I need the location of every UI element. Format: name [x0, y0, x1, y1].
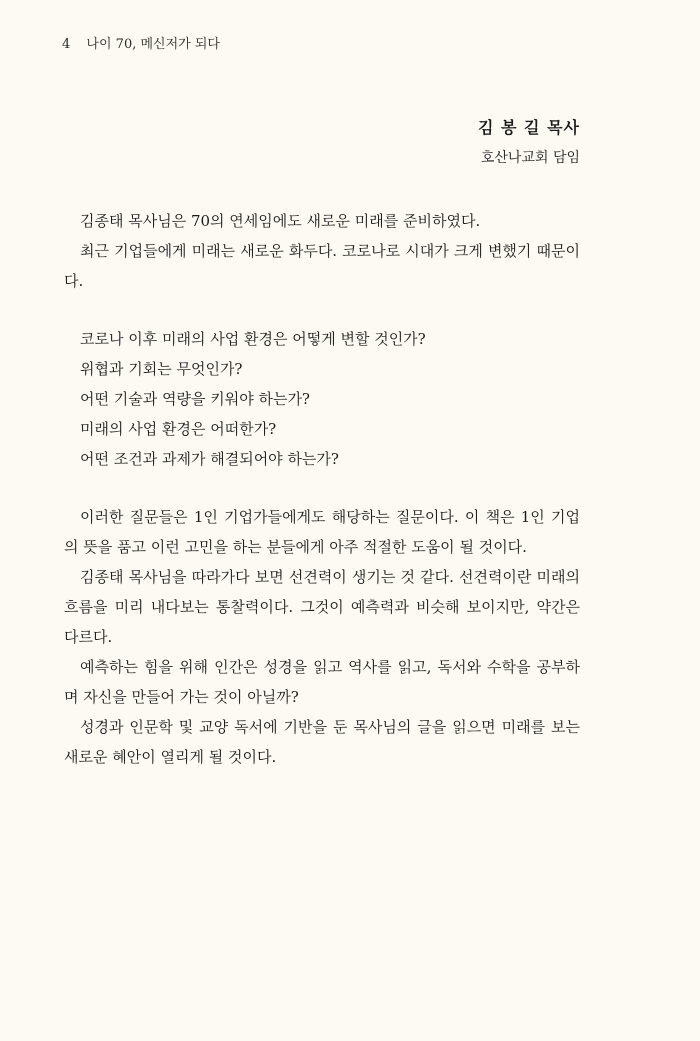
question-item: 코로나 이후 미래의 사업 환경은 어떻게 변할 것인가?: [80, 330, 426, 348]
book-title: 나이 70, 메신저가 되다: [86, 37, 220, 52]
paragraph: 김종태 목사님을 따라가다 보면 선견력이 생기는 것 같다. 선견력이란 미래의 흐름을 미리 내다보는 통찰력이다. 그것이 예측력과 비슷해 보이지만, 약간은 다르다.: [64, 568, 580, 646]
running-header: [62, 36, 220, 54]
question-item: 위협과 기회는 무엇인가?: [80, 360, 243, 378]
question-item: 미래의 사업 환경은 어떠한가?: [80, 420, 277, 438]
question-item: 어떤 조건과 과제가 해결되어야 하는가?: [80, 450, 339, 468]
question-item: 어떤 기술과 역량을 키워야 하는가?: [80, 390, 310, 408]
paragraph: 최근 기업들에게 미래는 새로운 화두다. 코로나로 시대가 크게 변했기 때문이다.: [64, 242, 580, 290]
author-affiliation: 호산나교회 담임: [480, 150, 580, 166]
paragraph: 김종태 목사님은 70의 연세임에도 새로운 미래를 준비하였다.: [80, 212, 481, 230]
author-name: 김 봉 길 목사: [478, 118, 580, 137]
byline: [478, 116, 580, 168]
page-number: 4: [62, 37, 71, 52]
paragraph-gap: [64, 474, 580, 502]
paragraph: 이러한 질문들은 1인 기업가들에게도 해당하는 질문이다. 이 책은 1인 기업의 뜻을 품고 이런 고민을 하는 분들에게 아주 적절한 도움이 될 것이다.: [64, 508, 580, 556]
paragraph: 예측하는 힘을 위해 인간은 성경을 읽고 역사를 읽고, 독서와 수학을 공부하며 자신을 만들어 가는 것이 아닐까?: [64, 658, 580, 706]
paragraph-gap: [64, 296, 580, 324]
paragraph: 성경과 인문학 및 교양 독서에 기반을 둔 목사님의 글을 읽으면 미래를 보는 새로운 혜안이 열리게 될 것이다.: [64, 718, 580, 766]
body-text: [64, 206, 580, 772]
